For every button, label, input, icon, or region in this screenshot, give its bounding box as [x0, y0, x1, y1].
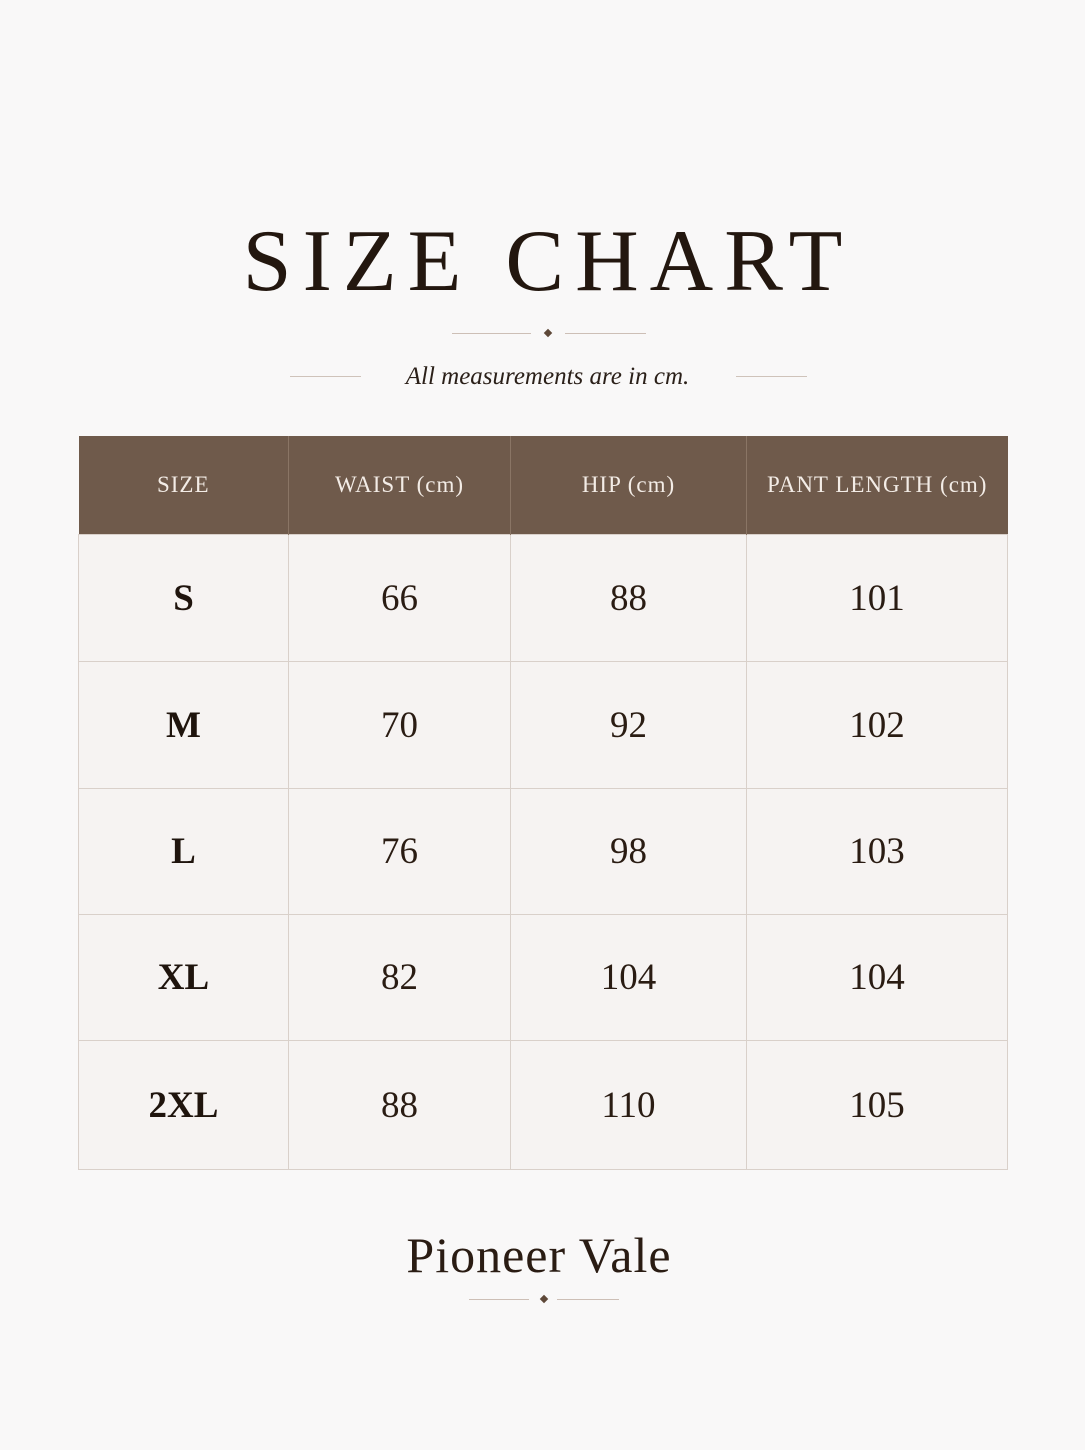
table-header-row [79, 436, 1008, 535]
column-header-size: SIZE [79, 436, 289, 535]
pant-length-cell: 105 [747, 1041, 1008, 1170]
subtitle-rule-right [736, 376, 807, 377]
size-cell: XL [79, 915, 289, 1041]
column-header-pant-length: PANT LENGTH (cm) [747, 436, 1008, 535]
measurement-note: All measurements are in cm. [405, 363, 690, 390]
table-row [79, 535, 1008, 662]
table-row [79, 1041, 1008, 1170]
hip-cell: 88 [511, 535, 747, 662]
subtitle-row [0, 360, 1085, 394]
size-cell: 2XL [79, 1041, 289, 1170]
pant-length-cell: 104 [747, 915, 1008, 1041]
page-title: SIZE CHART [242, 213, 854, 310]
hip-cell: 110 [511, 1041, 747, 1170]
pant-length-cell: 103 [747, 789, 1008, 915]
pant-length-cell: 101 [747, 535, 1008, 662]
table-row [79, 789, 1008, 915]
title-divider [452, 327, 646, 341]
waist-cell: 66 [289, 535, 511, 662]
waist-cell: 70 [289, 662, 511, 789]
diamond-icon [540, 1295, 548, 1303]
size-cell: M [79, 662, 289, 789]
brand-name: Pioneer Vale [406, 1227, 672, 1283]
size-cell: S [79, 535, 289, 662]
diamond-icon [544, 329, 552, 337]
size-cell: L [79, 789, 289, 915]
pant-length-cell: 102 [747, 662, 1008, 789]
table-row [79, 662, 1008, 789]
hip-cell: 92 [511, 662, 747, 789]
column-header-waist: WAIST (cm) [289, 436, 511, 535]
table-row [79, 915, 1008, 1041]
brand-divider [469, 1293, 619, 1307]
waist-cell: 76 [289, 789, 511, 915]
size-table [78, 436, 1008, 1170]
waist-cell: 88 [289, 1041, 511, 1170]
waist-cell: 82 [289, 915, 511, 1041]
hip-cell: 104 [511, 915, 747, 1041]
hip-cell: 98 [511, 789, 747, 915]
column-header-hip: HIP (cm) [511, 436, 747, 535]
